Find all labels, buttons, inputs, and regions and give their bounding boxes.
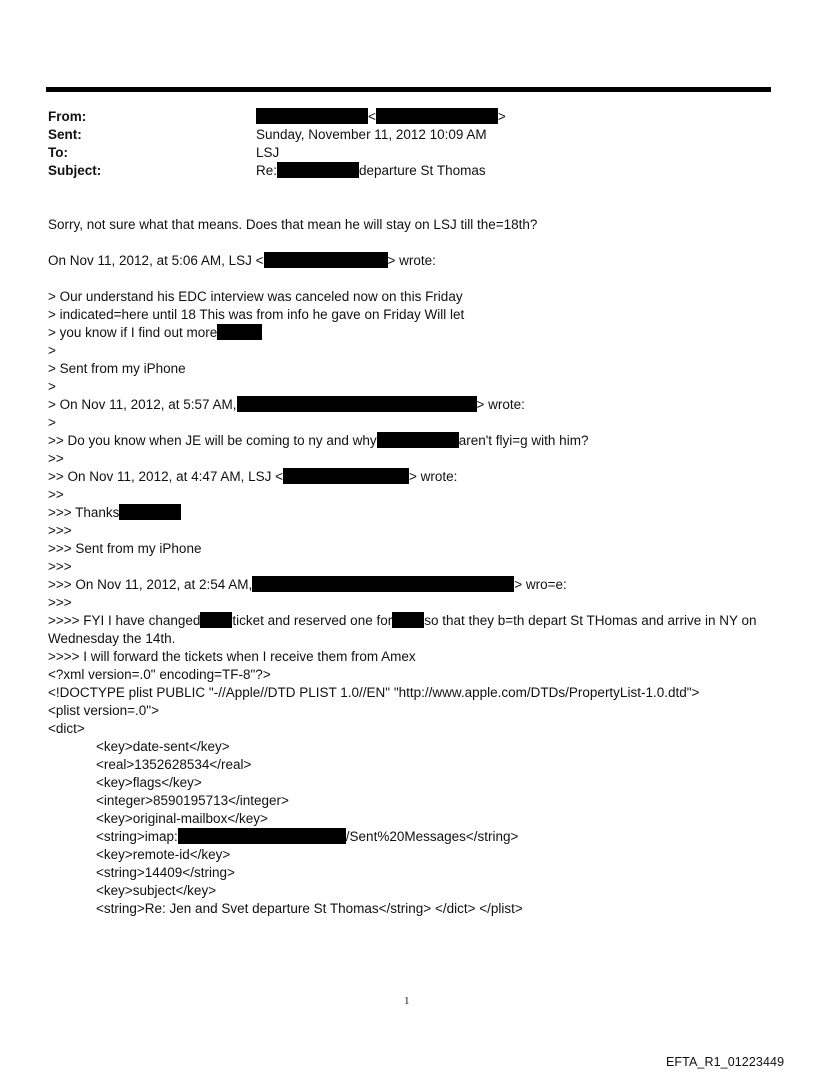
body-line <box>48 576 567 594</box>
body-line <box>48 612 757 630</box>
body-line: <plist version=.0"> <box>48 703 159 718</box>
body-line <box>48 504 181 522</box>
body-line: <?xml version=.0" encoding=TF-8"?> <box>48 667 271 682</box>
body-text: > you know if I find out more <box>48 325 218 340</box>
body-line: >>> <box>48 523 72 538</box>
redaction-box <box>217 324 262 340</box>
body-text: > On Nov 11, 2012, at 5:57 AM, <box>48 397 237 412</box>
body-text: > wro=e: <box>514 577 567 592</box>
body-line: <key>subject</key> <box>96 883 217 898</box>
body-line: <!DOCTYPE plist PUBLIC "-//Apple//DTD PLIST 1.0//EN" "http://www.apple.com/DTDs/PropertyList-1.0.dtd"> <box>48 685 700 700</box>
to-value: LSJ <box>256 145 280 160</box>
body-line: <key>flags</key> <box>96 775 202 790</box>
body-line: <key>remote-id</key> <box>96 847 231 862</box>
body-text: >> On Nov 11, 2012, at 4:47 AM, LSJ < <box>48 469 284 484</box>
body-line: > Our understand his EDC interview was canceled now on this Friday <box>48 289 463 304</box>
body-text: >>>> FYI I have changed <box>48 613 201 628</box>
body-text: /Sent%20Messages</string> <box>345 829 519 844</box>
body-line: > <box>48 343 56 358</box>
body-line <box>48 396 525 414</box>
body-line: >> <box>48 451 64 466</box>
body-line: >>> <box>48 595 72 610</box>
redaction-box <box>392 612 424 628</box>
body-line: <key>date-sent</key> <box>96 739 230 754</box>
body-line: > <box>48 379 56 394</box>
body-text: aren't flyi=g with him? <box>458 433 589 448</box>
body-text: > wrote: <box>409 469 458 484</box>
body-line <box>48 432 588 450</box>
redaction-box <box>252 576 514 592</box>
redaction-box <box>283 468 409 484</box>
body-text: >> Do you know when JE will be coming to ny and why <box>48 433 377 448</box>
body-line <box>96 828 518 846</box>
from-gt: > <box>497 109 506 124</box>
redaction-box <box>178 828 346 844</box>
body-text: ticket and reserved one for <box>232 613 393 628</box>
body-line <box>48 324 262 342</box>
to-label: To: <box>48 145 68 160</box>
body-line: Wednesday the 14th. <box>48 631 176 646</box>
subject-prefix: Re: <box>256 163 278 178</box>
body-text: >>> Thanks <box>48 505 120 520</box>
bates-number: EFTA_R1_01223449 <box>666 1055 785 1069</box>
body-text: so that they b=th depart St THomas and arrive in NY on <box>424 613 757 628</box>
from-value <box>256 108 506 126</box>
body-line <box>48 468 457 486</box>
body-line: >>> Sent from my iPhone <box>48 541 202 556</box>
subject-label: Subject: <box>48 163 102 178</box>
sent-label: Sent: <box>48 127 82 142</box>
body-text: > wrote: <box>476 397 525 412</box>
body-text: > wrote: <box>387 253 436 268</box>
redaction-box <box>376 108 498 124</box>
body-text: <string>imap: <box>96 829 178 844</box>
redaction-box <box>237 396 477 412</box>
body-line: <key>original-mailbox</key> <box>96 811 268 826</box>
body-line: > indicated=here until 18 This was from info he gave on Friday Will let <box>48 307 465 322</box>
body-line: Sorry, not sure what that means. Does that mean he will stay on LSJ till the=18th? <box>48 217 538 232</box>
body-text: >>> On Nov 11, 2012, at 2:54 AM, <box>48 577 253 592</box>
from-label: From: <box>48 109 87 124</box>
header-rule <box>46 87 771 92</box>
subject-suffix: departure St Thomas <box>359 163 486 178</box>
body-line: <string>Re: Jen and Svet departure St Thomas</string> </dict> </plist> <box>96 901 523 916</box>
body-line: <dict> <box>48 721 85 736</box>
redaction-box <box>277 162 359 178</box>
redaction-box <box>256 108 368 124</box>
body-text: On Nov 11, 2012, at 5:06 AM, LSJ < <box>48 253 264 268</box>
body-line <box>48 252 436 270</box>
body-line: <string>14409</string> <box>96 865 235 880</box>
page-number: 1 <box>404 995 410 1007</box>
redaction-box <box>377 432 459 448</box>
body-line: >>>> I will forward the tickets when I receive them from Amex <box>48 649 416 664</box>
from-lt: < <box>368 109 376 124</box>
redaction-box <box>200 612 232 628</box>
redaction-box <box>264 252 388 268</box>
body-line: > <box>48 415 56 430</box>
body-line: >>> <box>48 559 72 574</box>
sent-value: Sunday, November 11, 2012 10:09 AM <box>256 127 487 142</box>
body-line: <integer>8590195713</integer> <box>96 793 289 808</box>
body-line: > Sent from my iPhone <box>48 361 186 376</box>
redaction-box <box>119 504 181 520</box>
body-line: <real>1352628534</real> <box>96 757 252 772</box>
subject-value <box>256 162 486 180</box>
body-line: >> <box>48 487 64 502</box>
